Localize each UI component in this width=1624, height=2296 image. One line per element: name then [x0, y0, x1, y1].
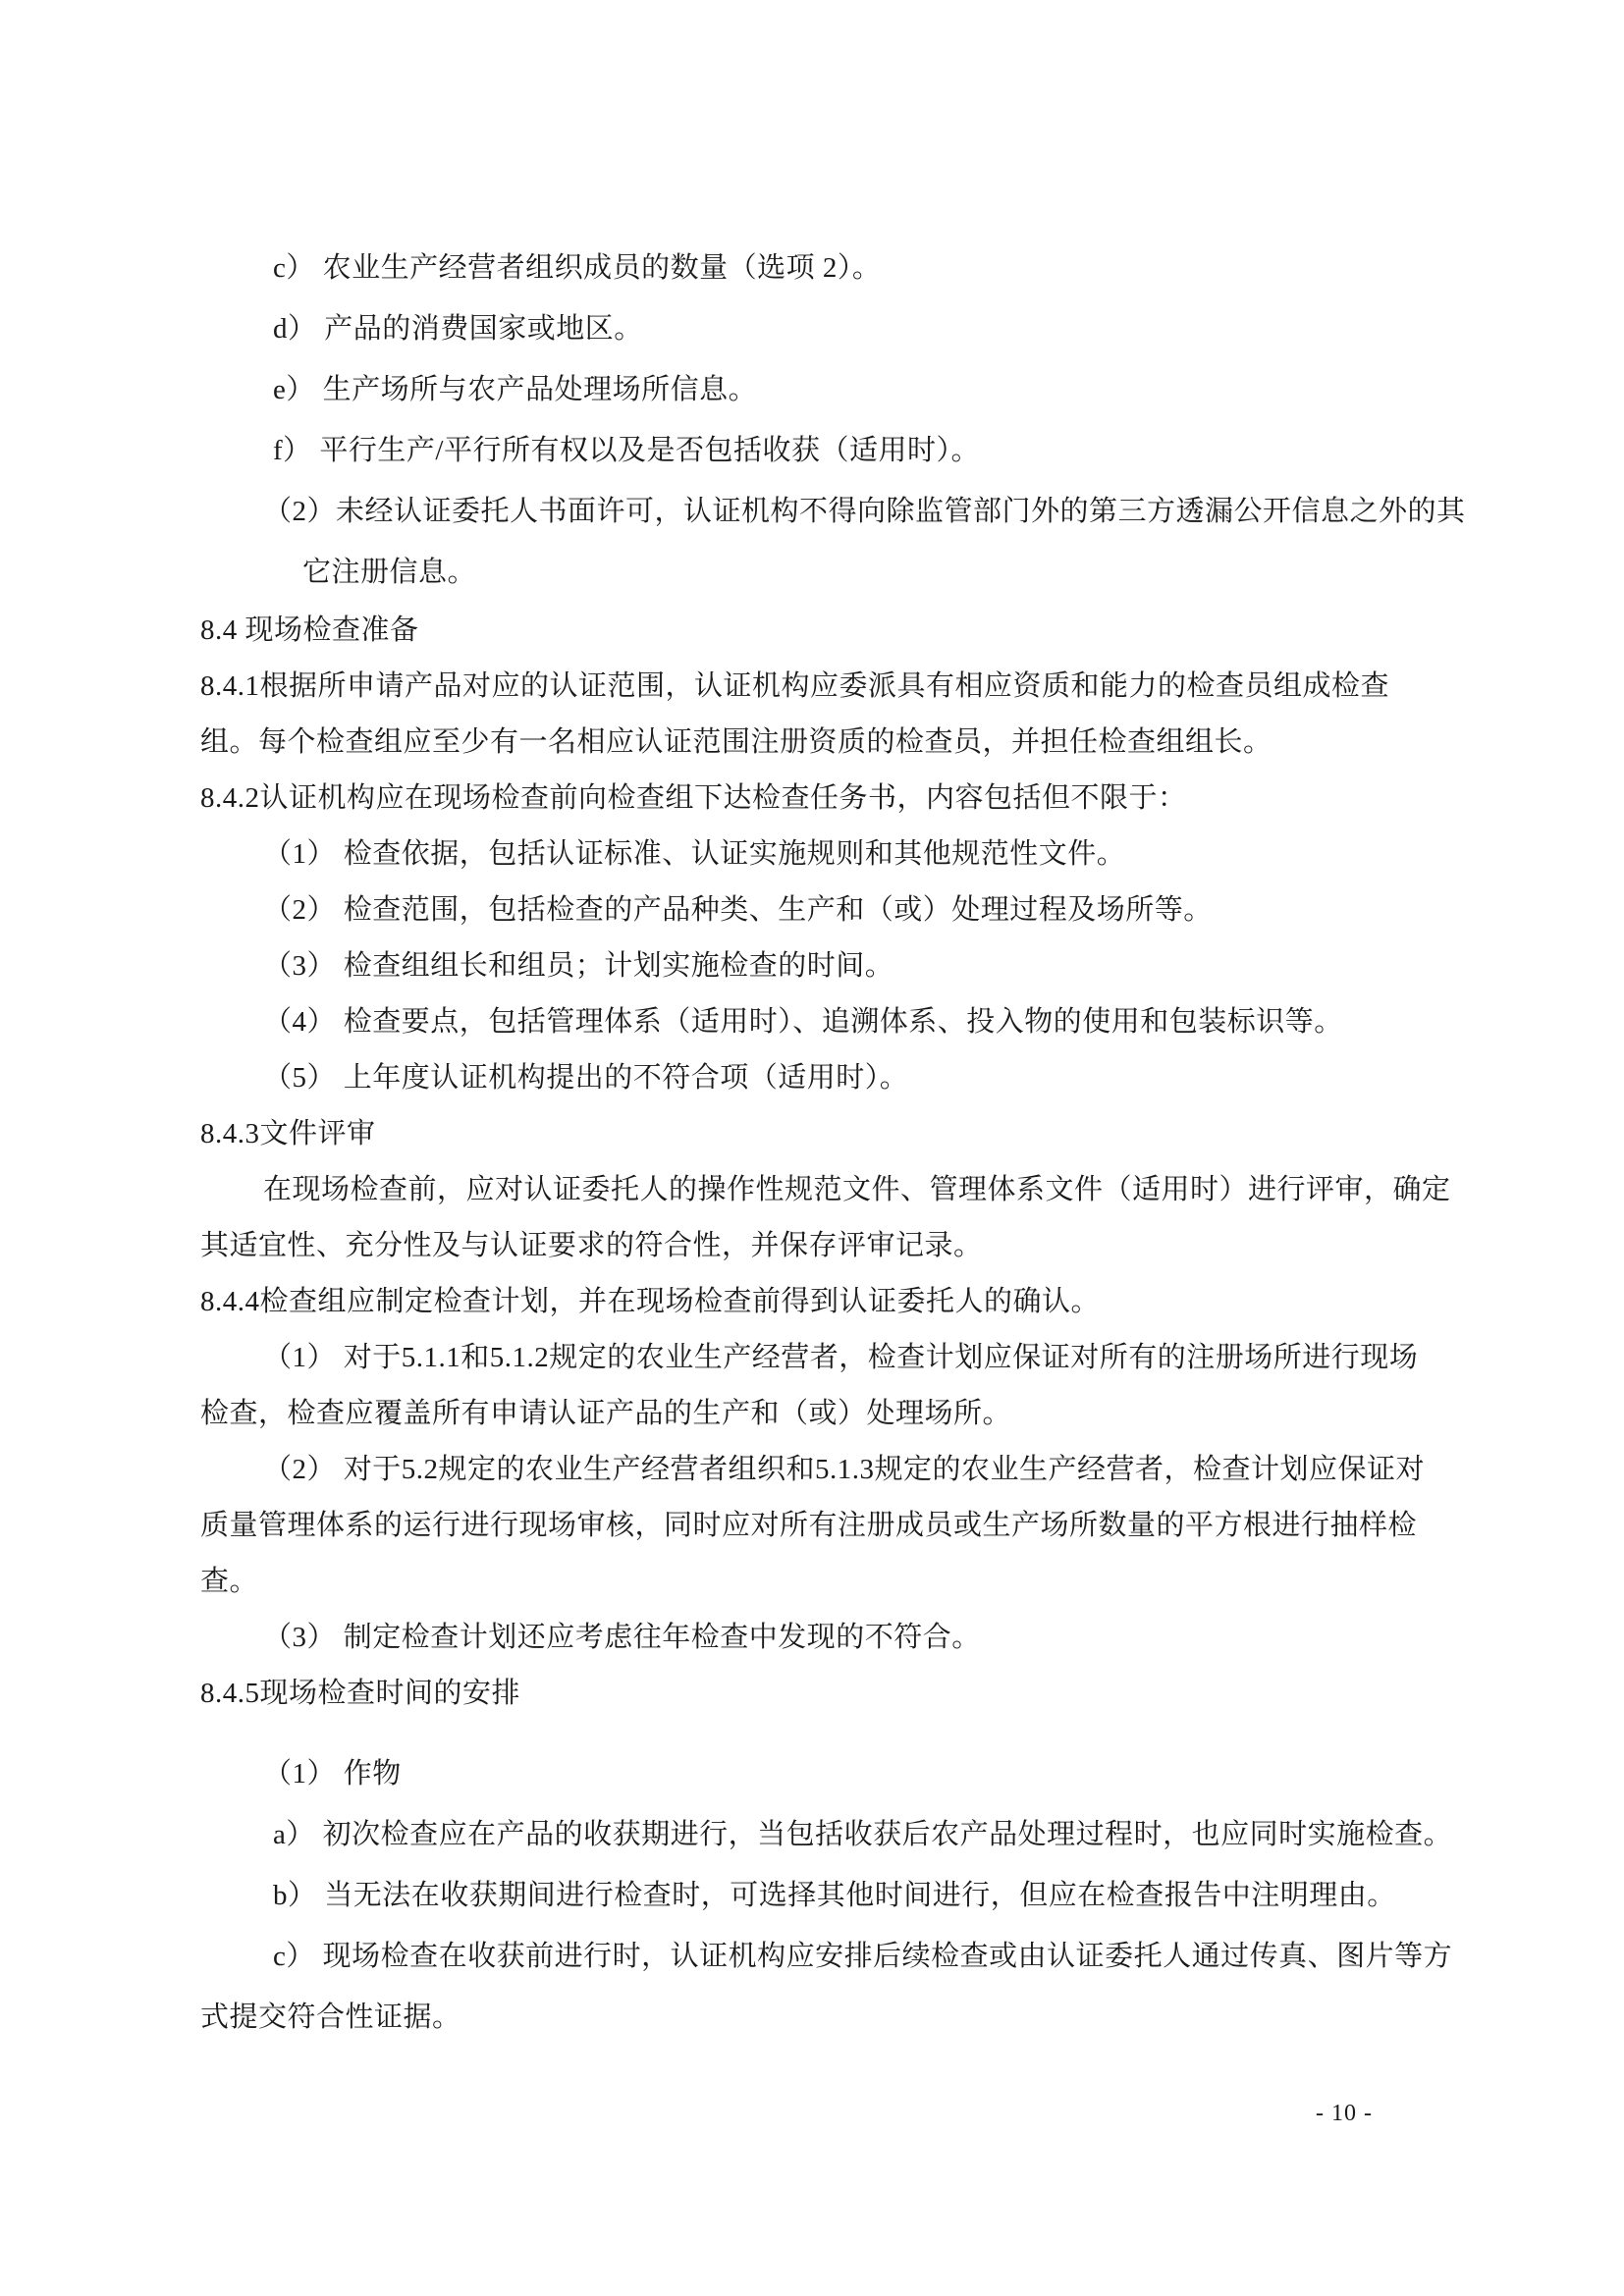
list-item: （2）未经认证委托人书面许可，认证机构不得向除监管部门外的第三方透漏公开信息之外的其 [263, 496, 1466, 527]
list-item: （1） 对于5.1.1和5.1.2规定的农业生产经营者，检查计划应保证对所有的注册场所进行现场 [263, 1342, 1419, 1373]
clause-line: 8.4.1根据所申请产品对应的认证范围，认证机构应委派具有相应资质和能力的检查员组成检查 [200, 670, 1390, 702]
continuation-line: 查。 [200, 1566, 259, 1597]
list-item: （2） 对于5.2规定的农业生产经营者组织和5.1.3规定的农业生产经营者，检查计划应保证对 [263, 1454, 1426, 1485]
list-item: （3） 制定检查计划还应考虑往年检查中发现的不符合。 [263, 1622, 981, 1653]
section-heading: 8.4.3文件评审 [200, 1118, 376, 1149]
continuation-line: 检查，检查应覆盖所有申请认证产品的生产和（或）处理场所。 [200, 1398, 1012, 1429]
paragraph-line: 在现场检查前，应对认证委托人的操作性规范文件、管理体系文件（适用时）进行评审，确定 [263, 1174, 1451, 1205]
section-heading: 8.4.5现场检查时间的安排 [200, 1678, 521, 1709]
list-item: f） 平行生产/平行所有权以及是否包括收获（适用时）。 [273, 435, 980, 466]
list-item: （1） 检查依据，包括认证标准、认证实施规则和其他规范性文件。 [263, 838, 1126, 870]
list-item: c） 农业生产经营者组织成员的数量（选项 2）。 [273, 252, 882, 284]
clause-line: 8.4.2认证机构应在现场检查前向检查组下达检查任务书，内容包括但不限于： [200, 782, 1187, 814]
list-item: b） 当无法在收获期间进行检查时，可选择其他时间进行，但应在检查报告中注明理由。 [273, 1880, 1396, 1911]
list-item: e） 生产场所与农产品处理场所信息。 [273, 374, 758, 405]
list-item: a） 初次检查应在产品的收获期进行，当包括收获后农产品处理过程时，也应同时实施检查。 [273, 1819, 1453, 1850]
section-heading: 8.4 现场检查准备 [200, 614, 419, 646]
list-item: （1） 作物 [263, 1758, 402, 1789]
document-block-outro [200, 1743, 1453, 2048]
continuation-line: 它注册信息。 [302, 557, 477, 588]
list-item: d） 产品的消费国家或地区。 [273, 313, 643, 345]
clause-line: 8.4.4检查组应制定检查计划，并在现场检查前得到认证委托人的确认。 [200, 1286, 1101, 1317]
continuation-line: 式提交符合性证据。 [200, 2002, 461, 2033]
continuation-line: 其适宜性、充分性及与认证要求的符合性，并保存评审记录。 [200, 1230, 983, 1261]
page-number: - 10 - [1316, 2101, 1373, 2126]
document-body [200, 238, 1466, 2048]
list-item: （3） 检查组组长和组员；计划实施检查的时间。 [263, 950, 894, 982]
document-block-main [200, 603, 1451, 1722]
continuation-line: 质量管理体系的运行进行现场审核，同时应对所有注册成员或生产场所数量的平方根进行抽样检 [200, 1510, 1418, 1541]
list-item: （4） 检查要点，包括管理体系（适用时）、追溯体系、投入物的使用和包装标识等。 [263, 1006, 1343, 1038]
continuation-line: 组。每个检查组应至少有一名相应认证范围注册资质的检查员，并担任检查组组长。 [200, 726, 1272, 758]
list-item: （2） 检查范围，包括检查的产品种类、生产和（或）处理过程及场所等。 [263, 894, 1213, 926]
list-item: c） 现场检查在收获前进行时，认证机构应安排后续检查或由认证委托人通过传真、图片等方 [273, 1941, 1453, 1972]
document-block-intro [200, 238, 1466, 603]
list-item: （5） 上年度认证机构提出的不符合项（适用时）。 [263, 1062, 909, 1094]
